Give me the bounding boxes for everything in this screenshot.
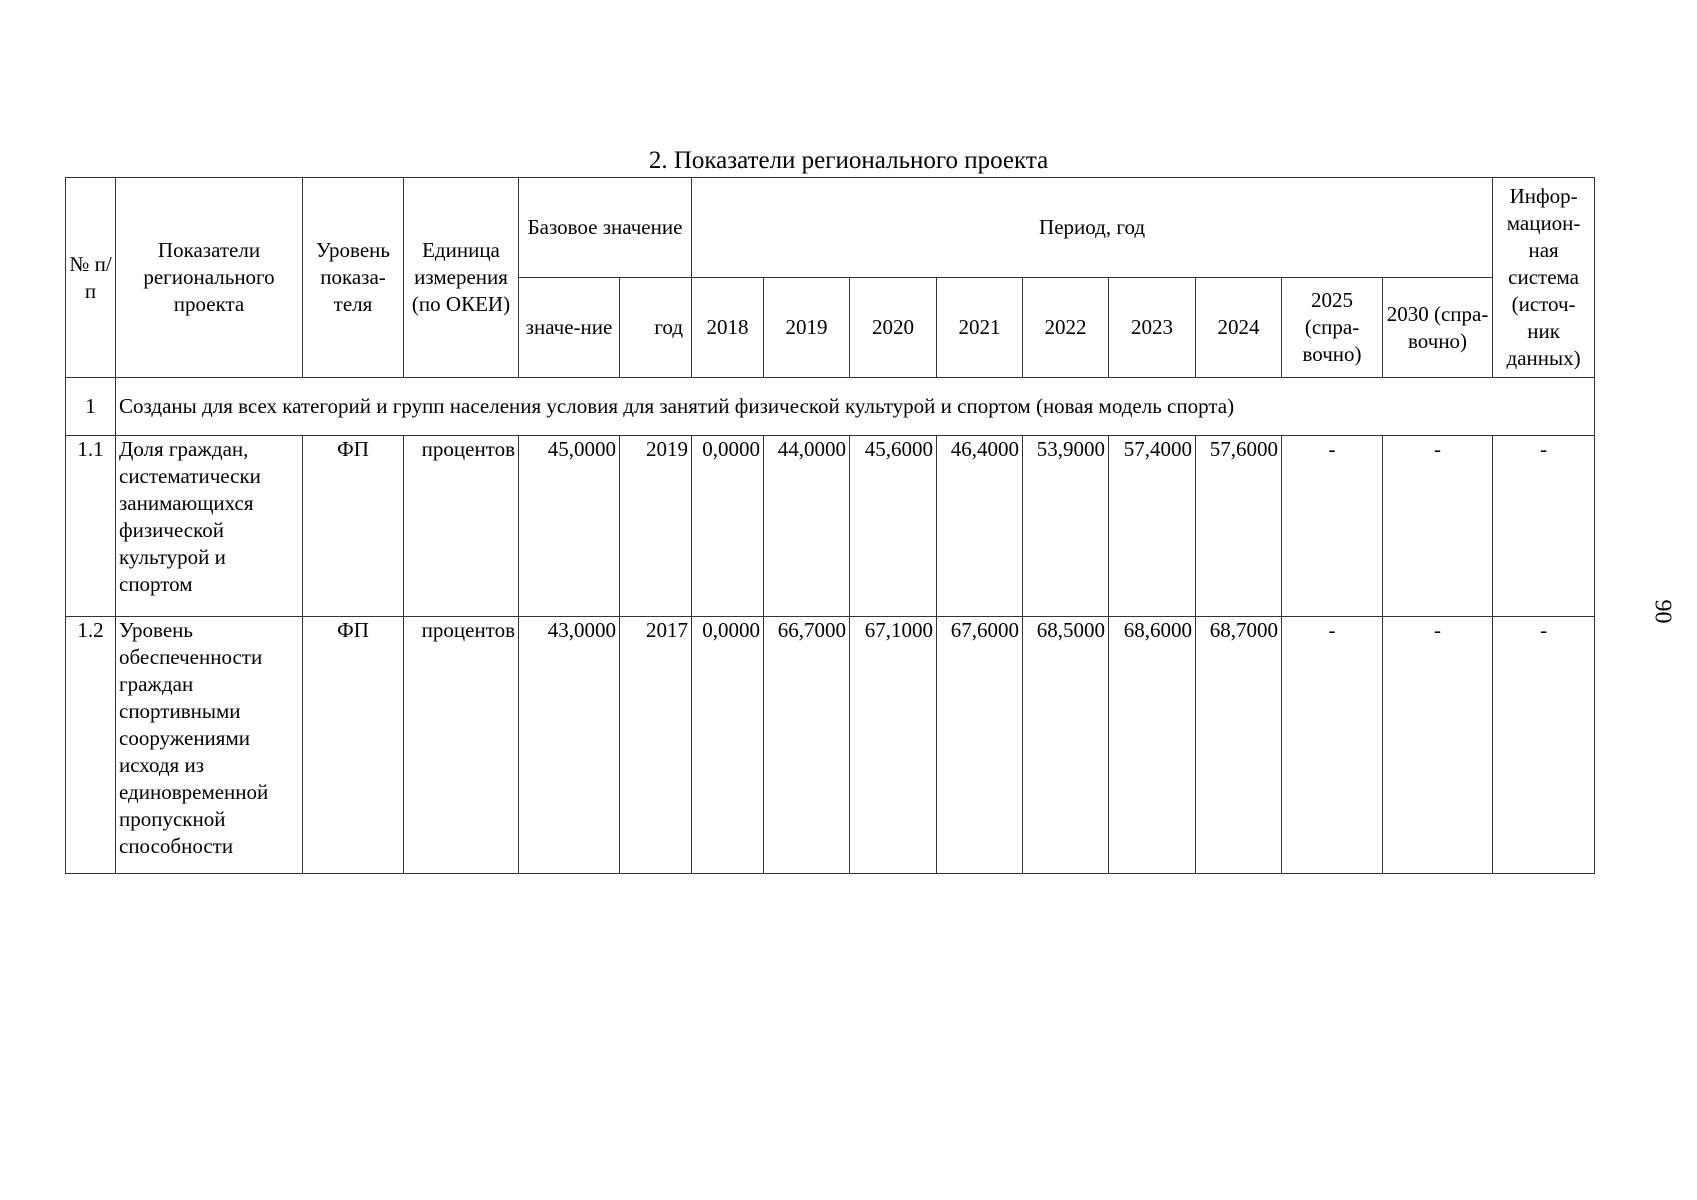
- header-year: 2030 (спра-вочно): [1383, 278, 1493, 378]
- row-indicator: Уровень обеспеченности граждан спортивными сооружениями исходя из единовременной пропускной способности: [116, 617, 303, 874]
- row-num: 1.2: [66, 617, 116, 874]
- row-level: ФП: [303, 436, 404, 617]
- table-row: [66, 617, 1595, 874]
- section-title: Созданы для всех категорий и групп населения условия для занятий физической культурой и спортом (новая модель спорта): [116, 378, 1595, 436]
- header-year: 2025 (спра-вочно): [1282, 278, 1383, 378]
- row-period-value: 68,6000: [1109, 617, 1196, 874]
- document-title-text: 2. Показатели регионального проекта: [648, 147, 1049, 174]
- row-period-value: 68,7000: [1196, 617, 1282, 874]
- row-base-year: 2017: [620, 617, 692, 874]
- row-period-value: 67,6000: [937, 617, 1023, 874]
- row-unit: процентов: [404, 436, 519, 617]
- row-period-value: 0,0000: [692, 617, 764, 874]
- row-period-value: -: [1383, 617, 1493, 874]
- row-period-value: -: [1383, 436, 1493, 617]
- header-row-top: [66, 178, 1595, 278]
- section-num: 1: [66, 378, 116, 436]
- header-base-value: значе-ние: [519, 278, 620, 378]
- header-info-system: Инфор-мацион-ная система (источ-ник данных): [1493, 178, 1595, 378]
- row-info-system: -: [1493, 617, 1595, 874]
- row-indicator: Доля граждан, систематически занимающихся физической культурой и спортом: [116, 436, 303, 617]
- row-period-value: 46,4000: [937, 436, 1023, 617]
- indicators-table: [65, 177, 1595, 874]
- header-base-year: год: [620, 278, 692, 378]
- document-title: [0, 146, 1697, 176]
- row-period-value: 45,6000: [850, 436, 937, 617]
- header-year: 2018: [692, 278, 764, 378]
- row-period-value: 44,0000: [764, 436, 850, 617]
- row-period-value: 66,7000: [764, 617, 850, 874]
- header-year: 2021: [937, 278, 1023, 378]
- row-base-year: 2019: [620, 436, 692, 617]
- header-unit: Единица измерения (по ОКЕИ): [404, 178, 519, 378]
- row-base-value: 43,0000: [519, 617, 620, 874]
- row-period-value: -: [1282, 436, 1383, 617]
- row-period-value: -: [1282, 617, 1383, 874]
- header-year: 2022: [1023, 278, 1109, 378]
- row-period-value: 67,1000: [850, 617, 937, 874]
- page-number: 90: [1649, 599, 1676, 624]
- row-period-value: 57,6000: [1196, 436, 1282, 617]
- header-indicator: Показатели регионального проекта: [116, 178, 303, 378]
- header-num: № п/п: [66, 178, 116, 378]
- header-year: 2024: [1196, 278, 1282, 378]
- row-period-value: 53,9000: [1023, 436, 1109, 617]
- row-base-value: 45,0000: [519, 436, 620, 617]
- row-num: 1.1: [66, 436, 116, 617]
- row-period-value: 57,4000: [1109, 436, 1196, 617]
- row-info-system: -: [1493, 436, 1595, 617]
- row-period-value: 68,5000: [1023, 617, 1109, 874]
- header-base-group: Базовое значение: [519, 178, 692, 278]
- header-year: 2020: [850, 278, 937, 378]
- table-row: [66, 436, 1595, 617]
- header-level: Уровень показа-теля: [303, 178, 404, 378]
- row-unit: процентов: [404, 617, 519, 874]
- section-row: [66, 378, 1595, 436]
- row-period-value: 0,0000: [692, 436, 764, 617]
- header-period-group: Период, год: [692, 178, 1493, 278]
- row-level: ФП: [303, 617, 404, 874]
- header-year: 2023: [1109, 278, 1196, 378]
- header-year: 2019: [764, 278, 850, 378]
